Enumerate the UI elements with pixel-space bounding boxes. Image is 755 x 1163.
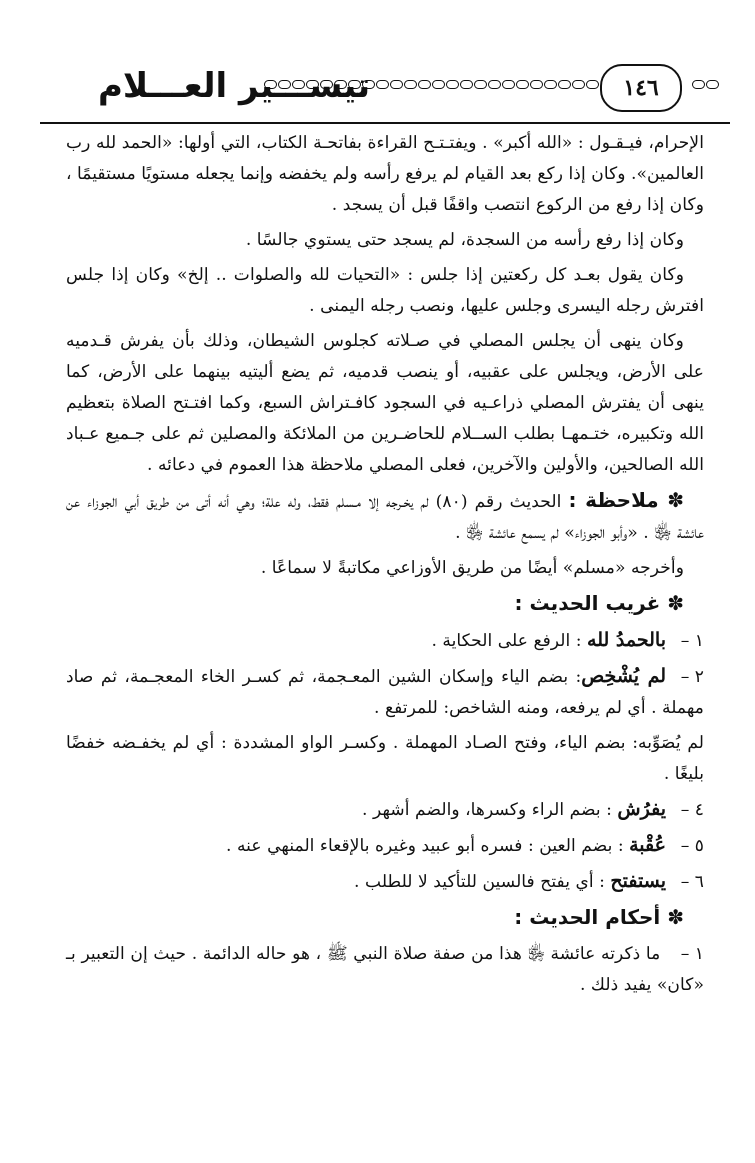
section-heading-ahkam: ✽ أحكام الحديث : <box>514 905 684 929</box>
page-number: ١٤٦ <box>600 64 682 112</box>
note-text: الحديث رقم (٨٠) لم يخـرجه إلا مـسلم فقط، وله علة؛ وهي أنه أتى من طريق أبي الجوزاء عن عائشة ﵂ . «وأبو الجوزاء» لم يسمع عائشة ﵂ . <box>66 492 704 543</box>
header-rule <box>40 122 730 124</box>
note-paragraph <box>66 485 704 549</box>
gharib-item: ٥ –عُقْبة : بضم العين : فسره أبو عبيد وغيره بالإقعاء المنهي عنه . <box>226 834 704 856</box>
page-header <box>40 62 730 122</box>
paragraph: الإحرام، فيـقـول : «الله أكبر» . ويفتـتـح القراءة بفاتحـة الكتاب، التي أولها: «الحمد لله رب العالمين». وكان إذا ركع بعد القيام لم يرفع رأسه ولم يخفضه وإنما يجعله مستويًا مستقيمًا ، وكان إذا رفع من الركوع انتصب واقفًا قبل أن يسجد . <box>66 133 704 215</box>
ornament-right <box>692 80 719 94</box>
section-heading-gharib: ✽ غريب الحديث : <box>514 591 684 615</box>
book-title: تيســـير العـــلام <box>98 66 371 106</box>
gharib-item: لم يُصَوِّبه: بضم الياء، وفتح الصـاد المهملة . وكسـر الواو المشددة : أي لم يخفـضه خفضًا بليغًا . <box>66 733 704 784</box>
gharib-item: ١ –بالحمدُ لله : الرفع على الحكاية . <box>431 629 704 651</box>
gharib-item: ٤ –يفرُش : بضم الراء وكسرها، والضم أشهر . <box>362 798 704 820</box>
note-paragraph-2: وأخرجه «مسلم» أيضًا من طريق الأوزاعي مكاتبةً لا سماعًا . <box>260 558 684 578</box>
page-body <box>66 128 704 1001</box>
paragraph: وكان يقول بعـد كل ركعتين إذا جلس : «التحيات لله والصلوات .. إلخ» وكان إذا جلس افترش رجله اليسرى وجلس عليها، ونصب رجله اليمنى . <box>66 265 704 316</box>
gharib-item: ٢ –لم يُشْخِص: بضم الياء وإسكان الشين المعـجمة، ثم كسـر الخاء المعجـمة، ثم صاد مهملة . أي لم يرفعه، ومنه الشاخص: للمرتفع . <box>66 665 704 718</box>
note-label: ✽ ملاحظة : <box>568 488 684 512</box>
gharib-item: ٦ –يستفتح : أي يفتح فالسين للتأكيد لا للطلب . <box>354 870 704 892</box>
ahkam-item: ١ – ما ذكرته عائشة ﵂ هذا من صفة صلاة النبي ﷺ ، هو حاله الدائمة . حيث إن التعبير بـ «كان» يفيد ذلك . <box>66 944 704 995</box>
ornament-band <box>264 80 599 94</box>
paragraph: وكان ينهى أن يجلس المصلي في صـلاته كجلوس الشيطان، وذلك بأن يفرش قـدميه على الأرض، ويجلس على عقبيه، أو ينصب قدميه، ثم يضع أليتيه بينهما على الأرض، كما ينهى أن يفترش المصلي ذراعـيه في السجود كافـتراش السبع، وكما افتـتح الصلاة بتعظيم الله وتكبيره، ختـمهـا بطلب الســلام للحاضـرين من الملائكة والمصلين ثم على جـميع عـباد الله الصالحين، والأولين والآخرين، فعلى المصلي ملاحظة هذا العموم في دعائه . <box>66 331 704 475</box>
paragraph: وكان إذا رفع رأسه من السجدة، لم يسجد حتى يستوي جالسًا . <box>245 230 684 250</box>
